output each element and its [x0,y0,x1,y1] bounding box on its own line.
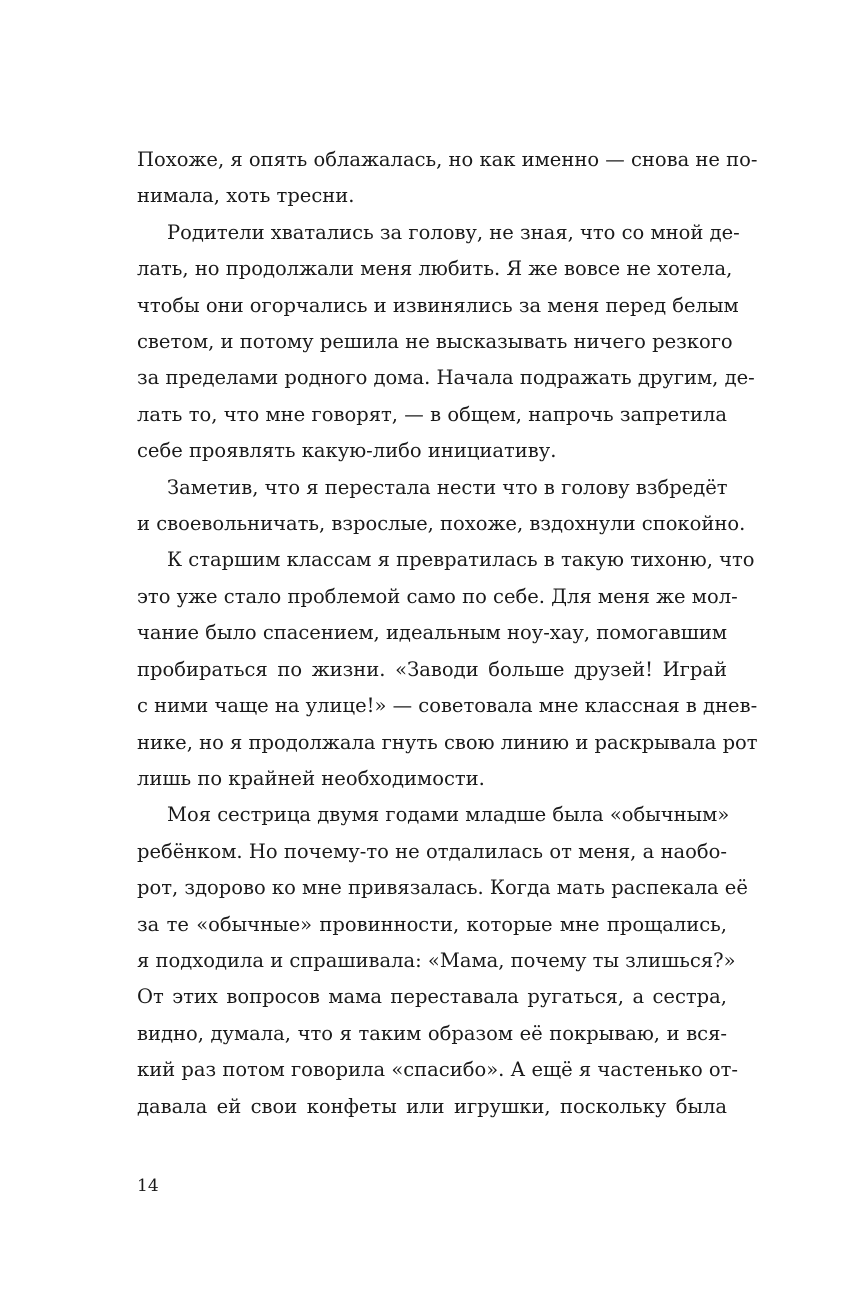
text-line: лать то, что мне говорят, — в общем, напрочь запретила [137,402,727,426]
text-line: я подходила и спрашивала: «Мама, почему ты злишься?» [137,948,736,972]
text-line: чтобы они огорчались и извинялись за меня перед белым [137,293,739,317]
text-line: за те «обычные» провинности, которые мне прощались, [137,912,727,936]
text-line: лать, но продолжали меня любить. Я же вовсе не хотела, [137,257,733,281]
paragraph [137,470,746,543]
paragraph [137,215,755,470]
text-line: чание было спасением, идеальным ноу-хау, помогавшим [137,621,728,645]
text-line: К старшим классам я превратилась в такую тихоню, что [167,548,755,572]
text-line: видно, думала, что я таким образом её покрываю, и вся- [137,1021,727,1045]
text-line: себе проявлять какую-либо инициативу. [137,439,557,463]
text-line: ребёнком. Но почему-то не отдалилась от меня, а наобо- [137,839,727,863]
text-line: лишь по крайней необходимости. [137,766,485,790]
page-number: 14 [137,1176,159,1196]
text-line: Родители хватались за голову, не зная, что со мной де- [167,220,740,244]
text-line: светом, и потому решила не высказывать ничего резкого [137,330,733,354]
text-line: рот, здорово ко мне привязалась. Когда мать распекала её [137,876,748,900]
text-line: Моя сестрица двумя годами младше была «обычным» [167,803,730,827]
body-text [137,142,758,1125]
text-line: Похоже, я опять облажалась, но как именно — снова не по- [137,148,758,171]
text-line: нимала, хоть тресни. [137,184,355,208]
text-line: кий раз потом говорила «спасибо». А ещё я частенько от- [137,1058,739,1082]
text-line: пробираться по жизни. «Заводи больше друзей! Играй [137,657,727,681]
paragraph [137,797,748,1125]
text-line: и своевольничать, взрослые, похоже, вздохнули спокойно. [137,512,746,536]
text-line: это уже стало проблемой само по себе. Для меня же мол- [137,584,738,608]
text-line: за пределами родного дома. Начала подражать другим, де- [137,366,755,390]
text-line: Заметив, что я перестала нести что в голову взбредёт [167,475,728,499]
text-line: давала ей свои конфеты или игрушки, поскольку была [137,1094,727,1118]
paragraph [137,142,758,215]
paragraph [137,542,758,797]
text-line: От этих вопросов мама переставала ругаться, а сестра, [137,985,727,1009]
text-line: с ними чаще на улице!» — советовала мне классная в днев- [137,694,758,718]
text-line: нике, но я продолжала гнуть свою линию и раскрывала рот [137,730,758,754]
